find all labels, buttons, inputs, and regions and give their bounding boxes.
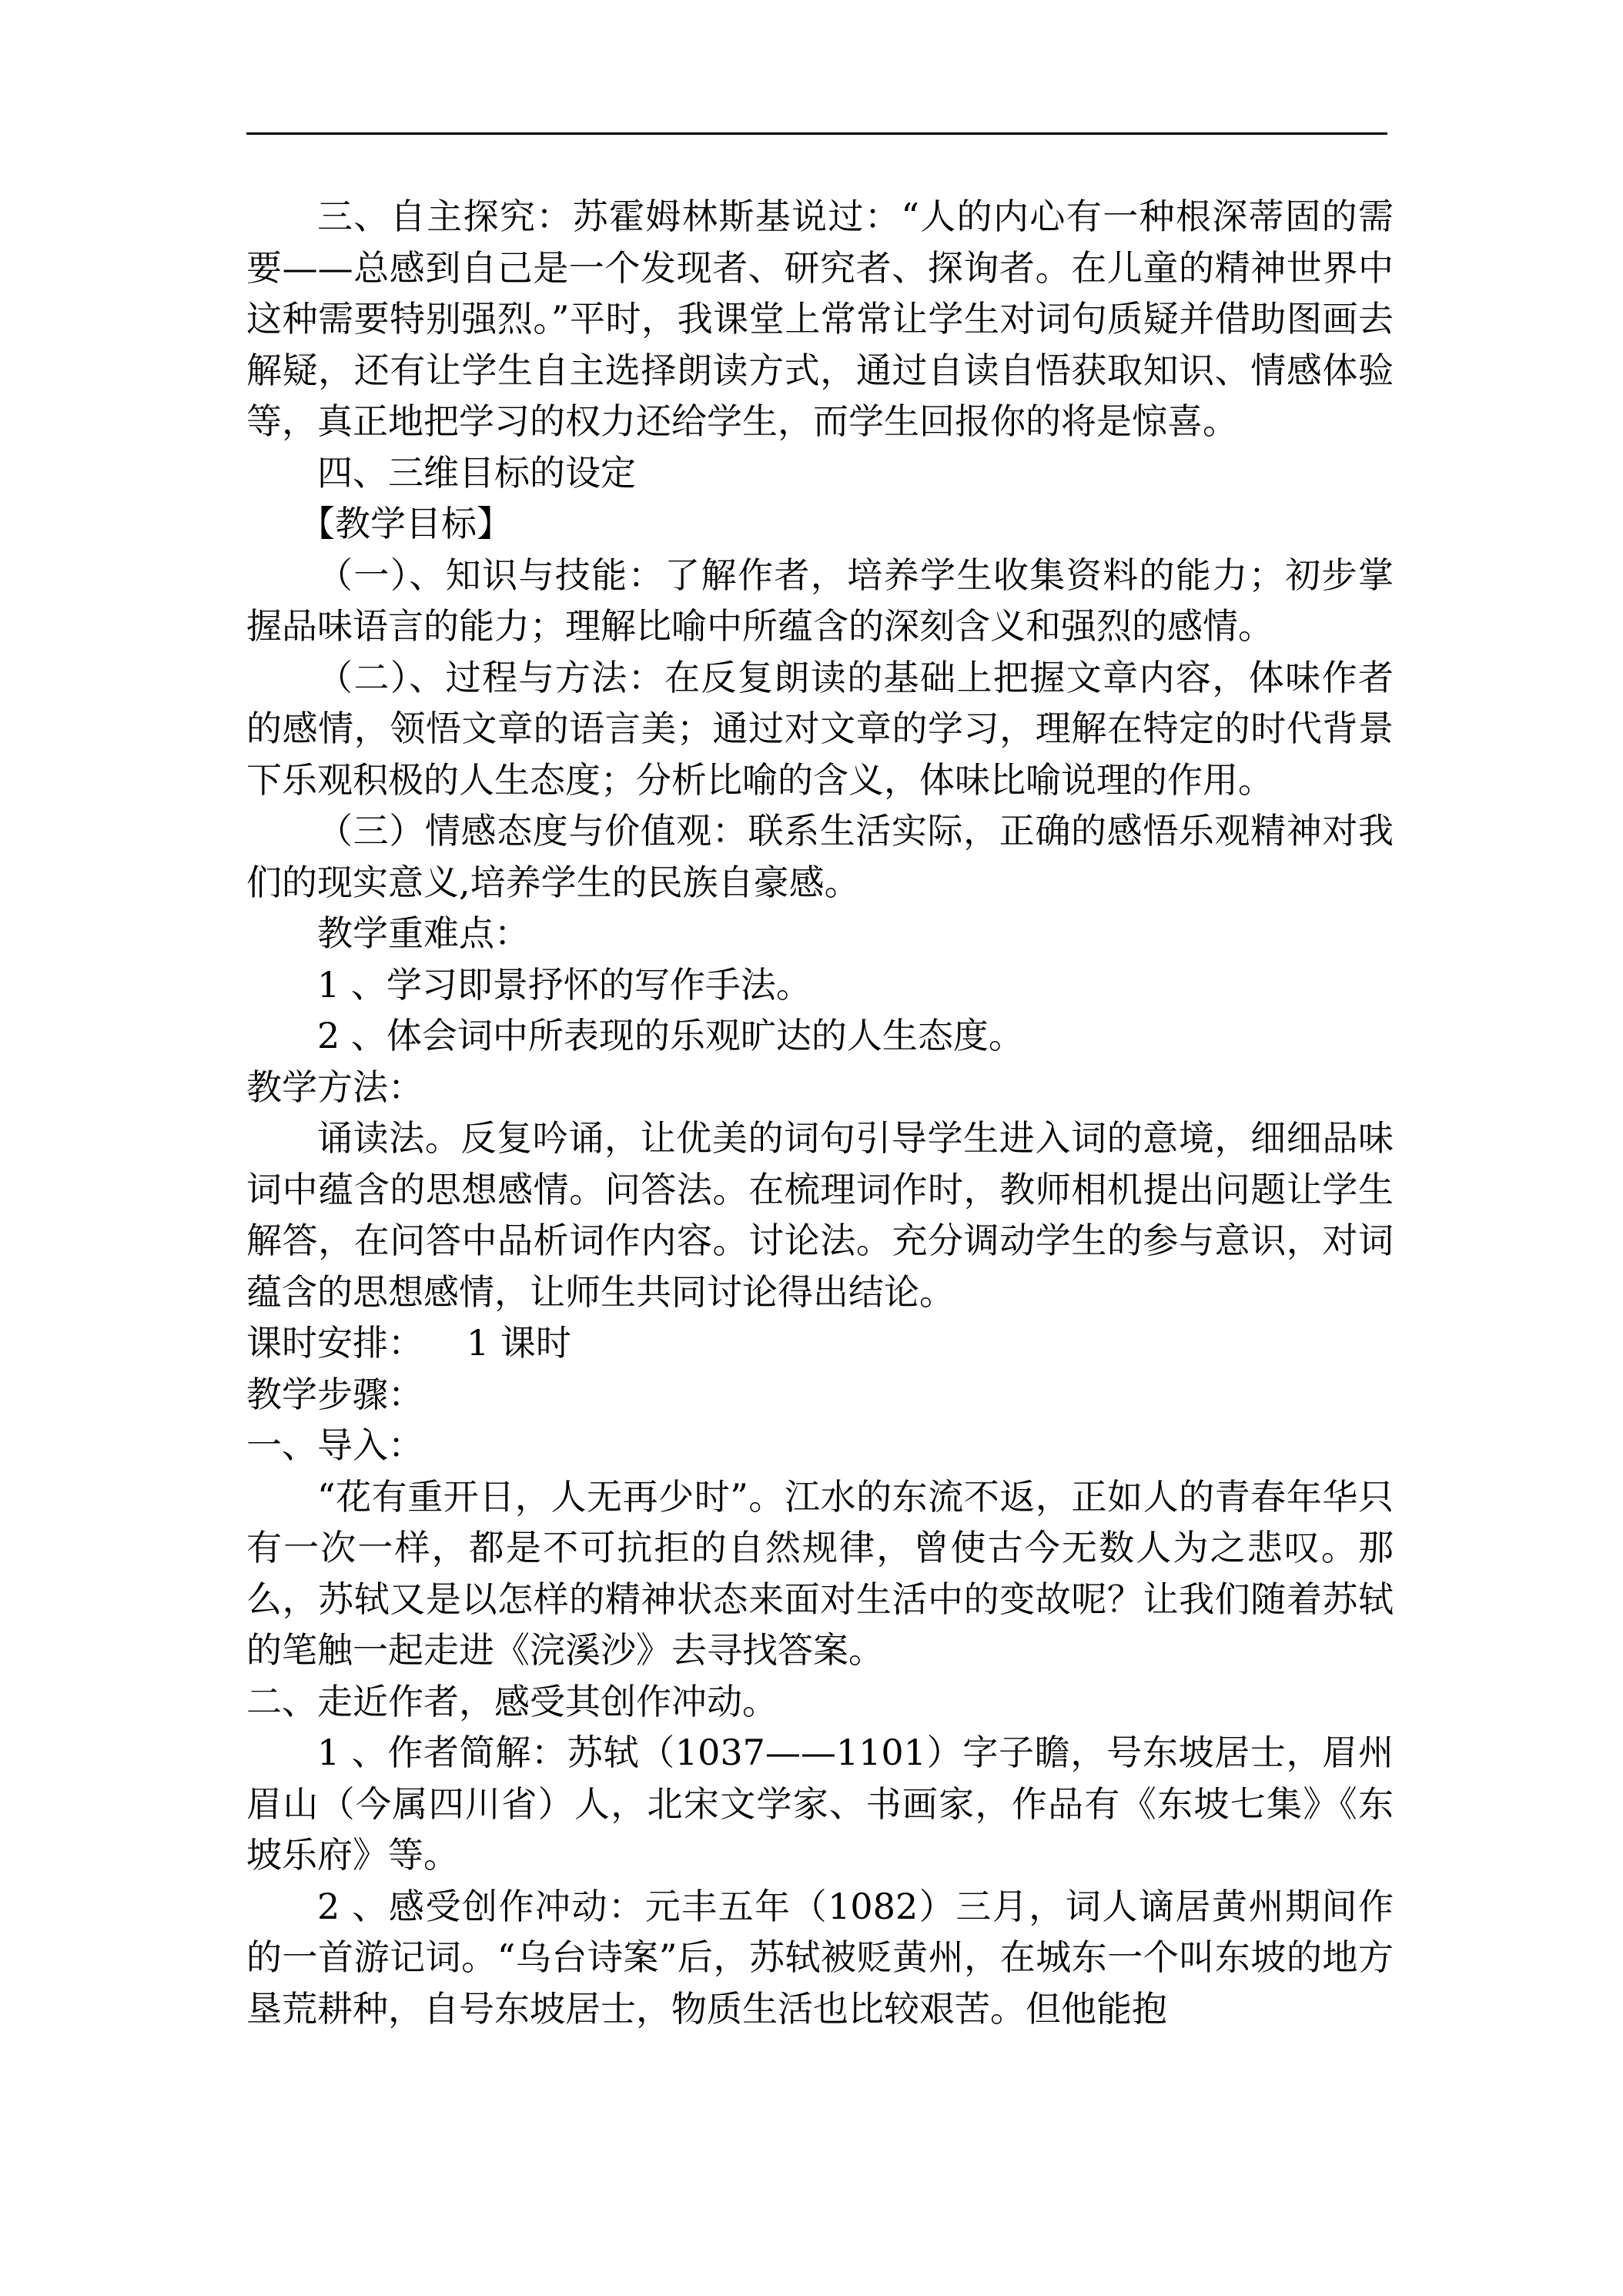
paragraph-teaching-methods: 诵读法。反复吟诵，让优美的词句引导学生进入词的意境，细细品味词中蕴含的思想感情。问答法。在梳理词作时，教师相机提出问题让学生解答，在问答中品析词作内容。讨论法。充分调动学生的参与意识，对词蕴含的思想感情，让师生共同讨论得出结论。 (246, 1117, 1394, 1313)
paragraph-introduction: “花有重开日，人无再少时”。江水的东流不返，正如人的青春年华只有一次一样，都是不可抗拒的自然规律，曾使古今无数人为之悲叹。那么，苏轼又是以怎样的精神状态来面对生活中的变故呢？让我们随着苏轼的笔触一起走进《浣溪沙》去寻找答案。 (246, 1475, 1394, 1671)
heading-teaching-methods: 教学方法： (246, 1066, 423, 1108)
paragraph-creative-impulse: 2 、感受创作冲动：元丰五年（1082）三月，词人谪居黄州期间作的一首游记词。“乌台诗案”后，苏轼被贬黄州，在城东一个叫东坡的地方垦荒耕种，自号东坡居士，物质生活也比较艰苦。但他能抱 (246, 1885, 1394, 2030)
header-rule (246, 132, 1387, 135)
list-item-difficulty-2: 2 、体会词中所表现的乐观旷达的人生态度。 (317, 1015, 1024, 1056)
lesson-time-line (246, 1317, 1394, 1369)
heading-introduction: 一、导入： (246, 1424, 423, 1466)
paragraph-self-inquiry: 三、自主探究：苏霍姆林斯基说过：“人的内心有一种根深蒂固的需要——总感到自己是一个发现者、研究者、探询者。在儿童的精神世界中这种需要特别强烈。”平时，我课堂上常常让学生对词句质疑并借助图画去解疑，还有让学生自主选择朗读方式，通过自读自悟获取知识、情感体验等，真正地把学习的权力还给学生，而学生回报你的将是惊喜。 (246, 196, 1394, 442)
heading-teaching-steps: 教学步骤： (246, 1373, 423, 1415)
heading-key-difficulties: 教学重难点： (317, 912, 530, 954)
paragraph-author-brief: 1 、作者简解：苏轼（1037——1101）字子瞻，号东坡居士，眉州眉山（今属四川省）人，北宋文学家、书画家，作品有《东坡七集》《东坡乐府》等。 (246, 1732, 1394, 1876)
heading-teaching-goals: 【教学目标】 (300, 503, 512, 544)
paragraph-knowledge-skills: （一）、知识与技能：了解作者，培养学生收集资料的能力；初步掌握品味语言的能力；理解比喻中所蕴含的深刻含义和强烈的感情。 (246, 554, 1394, 647)
document-body (246, 191, 1394, 2034)
list-item-difficulty-1: 1 、学习即景抒怀的写作手法。 (317, 963, 812, 1006)
lesson-time-value: 1 课时 (467, 1322, 571, 1364)
lesson-time-label: 课时安排： (246, 1322, 423, 1364)
paragraph-process-method: （二）、过程与方法：在反复朗读的基础上把握文章内容，体味作者的感情，领悟文章的语言美；通过对文章的学习，理解在特定的时代背景下乐观积极的人生态度；分析比喻的含义，体味比喻说理的作用。 (246, 656, 1394, 801)
heading-approach-author: 二、走近作者，感受其创作冲动。 (246, 1680, 778, 1722)
paragraph-emotion-values: （三）情感态度与价值观：联系生活实际，正确的感悟乐观精神对我们的现实意义,培养学生的民族自豪感。 (246, 810, 1394, 903)
heading-three-dimensional-goals: 四、三维目标的设定 (317, 451, 636, 494)
